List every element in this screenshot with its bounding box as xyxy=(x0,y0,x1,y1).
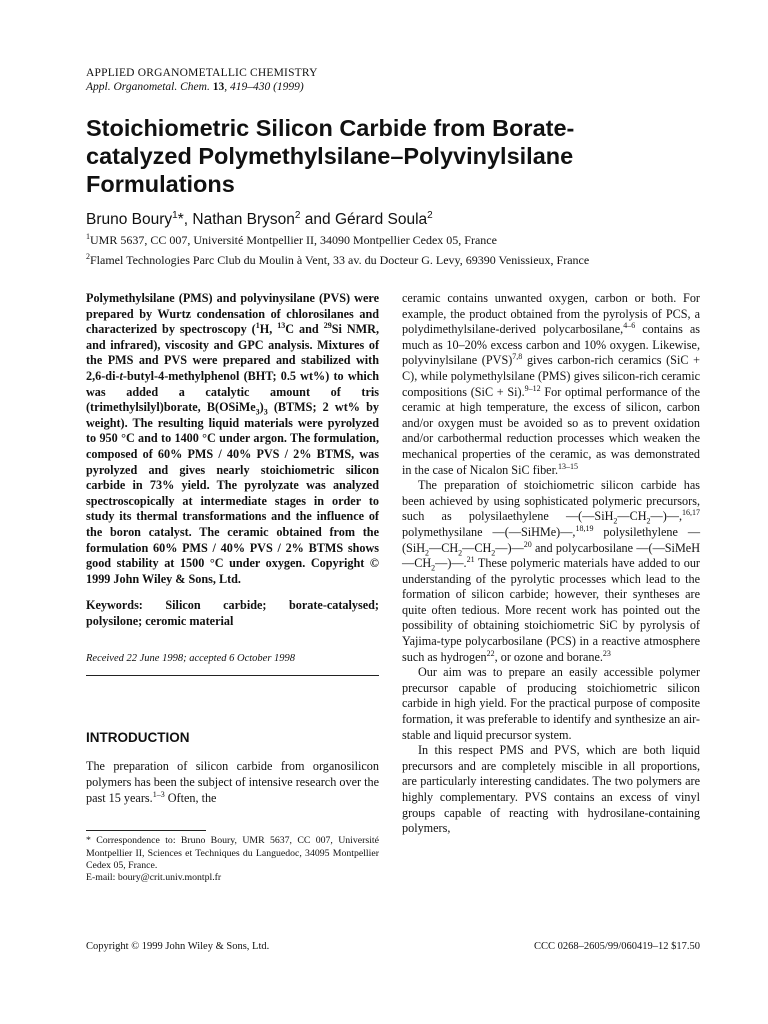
citation-ref: 13–15 xyxy=(558,461,579,471)
body-span: —CH xyxy=(462,540,492,555)
body-span: For optimal performance of the ceramic at high temperature, the excess of silicon, carbon and/or oxygen must be avoided so as to prevent oxidation and/or carbothermal reduction processes which weaken the mechanical properties of the ceramic, as was demonstrated in the case of Nicalon SiC fiber. xyxy=(402,384,701,477)
correspondence-text: * Correspondence to: Bruno Boury, UMR 5637, CC 007, Université Montpellier II, Sciences et Techniques du Languedoc, 34095 Montpellier Cedex 05, France. xyxy=(86,835,379,872)
formula-subscript: 2 xyxy=(431,563,436,573)
abstract-text: H, xyxy=(259,322,278,337)
citation-ref: 9–12 xyxy=(524,383,541,393)
keywords: Keywords: Silicon carbide; borate-catalysed; polysilone; ceromic material xyxy=(86,598,379,628)
body-text xyxy=(402,291,700,837)
abstract-text: C and xyxy=(285,322,324,337)
isotope-mark: 13 xyxy=(277,321,286,331)
body-span: These polymeric materials have added to our understanding of the pyrolytic processes which lead to the formation of silicon carbide; however, their syntheses are quite often tedious. More recent work has pointed out the possibility of obtaining stoichiometric SiC by pyrolysis of Yajima-type polycarbosilane (PCS) in a reactive atmosphere such as hydrogen xyxy=(402,556,700,664)
citation-ref: 16,17 xyxy=(682,508,700,518)
footer-article-code: CCC 0268–2605/99/060419–12 $17.50 xyxy=(534,941,700,952)
citation-ref: 22 xyxy=(486,648,495,658)
abstract-text: ) xyxy=(259,400,264,415)
affiliation xyxy=(86,249,700,269)
body-span: ceramic contains unwanted oxygen, carbon or both. For example, the product obtained from the pyrolysis of PCS, a polydimethylsilane-derived polycarbosilane, xyxy=(402,291,700,337)
formula-subscript: 2 xyxy=(646,516,651,526)
affiliation-mark: 1 xyxy=(172,210,178,221)
body-span: contains as much as 10–20% excess carbon and 10% oxygen. Likewise, polyvinylsilane (PVS) xyxy=(402,322,700,368)
affiliation xyxy=(86,229,700,249)
footer-copyright: Copyright © 1999 John Wiley & Sons, Ltd. xyxy=(86,941,270,952)
citation-ref: 1–3 xyxy=(152,789,165,799)
intro-text: The preparation of silicon carbide from organosilicon polymers has been the subject of intensive research over the past 15 years. xyxy=(86,759,379,805)
correspondence-email: E-mail: boury@crit.univ.montpl.fr xyxy=(86,872,222,884)
right-column xyxy=(402,291,700,837)
abstract xyxy=(86,291,379,587)
citation-abbrev: Appl. Organometal. Chem. xyxy=(86,81,210,93)
affiliation-text: Flamel Technologies Parc Club du Moulin à Vent, 33 av. du Docteur G. Levy, 69390 Venissieux, France xyxy=(90,252,590,267)
body-span: polymethysilane —(—SiHMe)—, xyxy=(402,524,576,539)
footnote-divider xyxy=(86,830,206,831)
affiliation-text: UMR 5637, CC 007, Université Montpellier II, 34090 Montpellier Cedex 05, France xyxy=(90,233,497,248)
journal-header xyxy=(86,66,700,94)
abstract-text: (BTMS; 2 wt% by weight). The resulting liquid materials were pyrolyzed to 950 °C and to 1400 °C under argon. The formulation, composed of 60% PMS / 40% PVS / 2% BTMS, was pyrolyzed and gives nearly stoichiometric silicon carbide in 73% yield. The pyrolyzate was analyzed spectroscopically at intermediate stages in order to study its thermal transformations and the influence of the boron catalyst. The ceramic obtained from the formulation 60% PMS / 40% PVS / 2% BTMS shows good stability at 1500 °C under oxygen. Copyright © 1999 John Wiley & Sons, Ltd. xyxy=(86,400,379,586)
formula-subscript: 3 xyxy=(255,407,260,417)
paragraph xyxy=(402,478,700,665)
journal-name: APPLIED ORGANOMETALLIC CHEMISTRY xyxy=(86,67,318,79)
paragraph: Our aim was to prepare an easily accessible polymer precursor capable of producing stoichiometric silicon carbide in high yield. For the practical purpose of composite formation, it was preferable to identify and synthesize an air-stable and liquid precursor system. xyxy=(402,665,700,742)
correspondence-footnote xyxy=(86,835,379,885)
article-title: Stoichiometric Silicon Carbide from Borate-catalyzed Polymethylsilane–Polyvinylsilane Formulations xyxy=(86,115,575,197)
isotope-mark: 1 xyxy=(255,321,260,331)
body-span: polysilethylene —(SiH xyxy=(402,524,701,555)
author-list xyxy=(86,206,700,229)
citation-ref: 23 xyxy=(602,648,611,658)
formula-subscript: 2 xyxy=(491,547,496,557)
body-span: gives carbon-rich ceramics (SiC + C), while polymethylsilane (PMS) gives silicon-rich ceramic compositions (SiC + Si). xyxy=(402,353,701,399)
formula-subscript: 2 xyxy=(613,516,618,526)
body-span: and polycarbosilane —(—SiMeH—CH xyxy=(402,540,700,571)
body-span: , or ozone and borane. xyxy=(494,649,603,664)
author-name: Nathan Bryson xyxy=(192,211,295,229)
paragraph: In this respect PMS and PVS, which are both liquid precursors and are completely miscible in all proportions, are particularly interesting candidates. The two polymers are highly complementary. PVS contains an excess of vinyl groups capable of reacting with hydrosilane-containing polymers, xyxy=(402,743,700,836)
body-span: —CH xyxy=(429,540,459,555)
affiliation-number: 1 xyxy=(86,232,90,242)
citation-ref: 21 xyxy=(466,555,475,565)
formula-subscript: 2 xyxy=(425,547,430,557)
affiliation-mark: 2 xyxy=(294,210,301,221)
citation-ref: 7,8 xyxy=(512,352,523,362)
article-page xyxy=(86,66,701,884)
author-conjunction: and xyxy=(300,211,335,229)
isotope-mark: 29 xyxy=(323,321,332,331)
citation-ref: 18,19 xyxy=(575,523,594,533)
introduction-text xyxy=(86,759,379,806)
corresponding-mark: *, xyxy=(177,211,193,229)
formula-subscript: 2 xyxy=(458,547,463,557)
author-name: Bruno Boury xyxy=(86,211,173,229)
body-span: —)—, xyxy=(650,509,682,524)
citation-ref: 4–6 xyxy=(623,321,636,331)
section-heading: INTRODUCTION xyxy=(86,730,190,746)
abstract-text: Polymethylsilane (PMS) and polyvinysilane (PVS) were prepared by Wurtz condensation of chlorosilanes and characterized by spectroscopy ( xyxy=(86,291,379,337)
formula-subscript: 3 xyxy=(263,407,268,417)
intro-text: Often, the xyxy=(164,790,217,805)
affiliation-number: 2 xyxy=(86,251,90,261)
abstract-divider xyxy=(86,675,379,676)
abstract-italic: t xyxy=(119,368,123,383)
body-span: —)— xyxy=(495,540,524,555)
journal-citation xyxy=(86,80,700,94)
received-dates: Received 22 June 1998; accepted 6 October 1998 xyxy=(86,653,296,665)
citation-volume: 13 xyxy=(212,81,225,93)
paragraph xyxy=(402,291,700,478)
abstract-text: Si NMR, and infrared), viscosity and GPC analysis. Mixtures of the PMS and PVS were prepared and stabilized with 2,6-di- xyxy=(86,322,379,383)
citation-pages: , 419–430 (1999) xyxy=(224,81,304,93)
left-column xyxy=(86,291,379,885)
body-span: —CH xyxy=(617,509,647,524)
abstract-text: -butyl-4-methylphenol (BHT; 0.5 wt%) to which was added a catalytic amount of tris (trimethylsilyl)borate, B(OSiMe xyxy=(86,368,379,415)
body-span: The preparation of stoichiometric silicon carbide has been achieved by using sophisticated polymeric precursors, such as polysilaethylene —(—SiH xyxy=(402,478,700,524)
author-name: Gérard Soula xyxy=(334,211,428,229)
affiliation-mark: 2 xyxy=(427,210,433,221)
body-span: —)—. xyxy=(435,556,467,571)
citation-ref: 20 xyxy=(523,539,532,549)
